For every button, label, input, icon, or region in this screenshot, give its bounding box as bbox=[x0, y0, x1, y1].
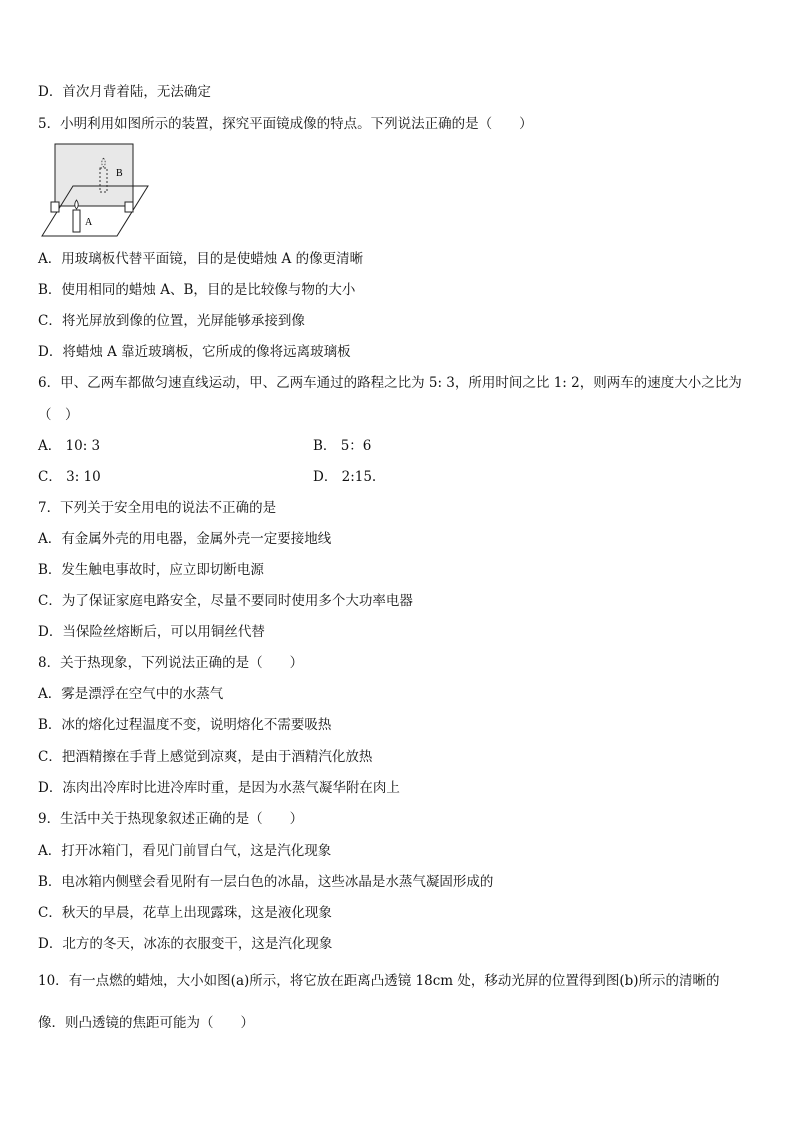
q9-option-c: C．秋天的早晨，花草上出现露珠，这是液化现象 bbox=[38, 905, 332, 921]
mirror-experiment-figure bbox=[40, 142, 150, 238]
q9-option-a: A．打开冰箱门，看见门前冒白气，这是汽化现象 bbox=[38, 843, 332, 859]
q7-option-d: D．当保险丝熔断后，可以用铜丝代替 bbox=[38, 624, 265, 640]
q5-stem: 5．小明利用如图所示的装置，探究平面镜成像的特点。下列说法正确的是（ ） bbox=[38, 116, 533, 132]
candle-a-flame bbox=[75, 200, 79, 209]
q8-option-a: A．雾是漂浮在空气中的水蒸气 bbox=[38, 686, 224, 702]
q5-option-d: D．将蜡烛 A 靠近玻璃板，它所成的像将远离玻璃板 bbox=[38, 344, 351, 360]
q6-option-b: B． 5：6 bbox=[313, 438, 372, 454]
q8-option-b: B．冰的熔化过程温度不变，说明熔化不需要吸热 bbox=[38, 717, 332, 733]
candle-a bbox=[73, 210, 80, 232]
label-a: A bbox=[85, 217, 93, 228]
support-block-left bbox=[51, 202, 59, 212]
q6-stem: 6．甲、乙两车都做匀速直线运动，甲、乙两车通过的路程之比为 5: 3，所用时间之比 1: 2，则两车的速度大小之比为 bbox=[38, 375, 742, 391]
q10-stem: 10．有一点燃的蜡烛，大小如图(a)所示，将它放在距离凸透镜 18cm 处，移动光屏的位置得到图(b)所示的清晰的 bbox=[38, 973, 720, 989]
support-block-right bbox=[125, 202, 133, 212]
q10-stem-cont: 像．则凸透镜的焦距可能为（ ） bbox=[38, 1015, 254, 1031]
q8-option-c: C．把酒精擦在手背上感觉到凉爽，是由于酒精汽化放热 bbox=[38, 749, 373, 765]
q6-option-a: A． 10: 3 bbox=[38, 438, 101, 454]
q6-option-c: C． 3: 10 bbox=[38, 469, 101, 485]
q5-option-c: C．将光屏放到像的位置，光屏能够承接到像 bbox=[38, 313, 305, 329]
q7-stem: 7．下列关于安全用电的说法不正确的是 bbox=[38, 500, 277, 516]
q4-option-d: D．首次月背着陆，无法确定 bbox=[38, 84, 211, 100]
q5-option-a: A．用玻璃板代替平面镜，目的是使蜡烛 A 的像更清晰 bbox=[38, 251, 364, 267]
q6-stem-bracket: （ ） bbox=[38, 407, 79, 423]
q7-option-c: C．为了保证家庭电路安全，尽量不要同时使用多个大功率电器 bbox=[38, 593, 413, 609]
q8-stem: 8．关于热现象，下列说法正确的是（ ） bbox=[38, 655, 304, 671]
q9-option-d: D．北方的冬天，冰冻的衣服变干，这是汽化现象 bbox=[38, 936, 333, 952]
mirror-setup-diagram bbox=[40, 142, 150, 238]
q5-option-b: B．使用相同的蜡烛 A、B，目的是比较像与物的大小 bbox=[38, 282, 356, 298]
q9-stem: 9．生活中关于热现象叙述正确的是（ ） bbox=[38, 811, 304, 827]
q9-option-b: B．电冰箱内侧壁会看见附有一层白色的冰晶，这些冰晶是水蒸气凝固形成的 bbox=[38, 874, 494, 890]
q8-option-d: D．冻肉出冷库时比进冷库时重，是因为水蒸气凝华附在肉上 bbox=[38, 780, 400, 796]
q7-option-b: B．发生触电事故时，应立即切断电源 bbox=[38, 562, 264, 578]
label-b: B bbox=[116, 168, 123, 179]
q7-option-a: A．有金属外壳的用电器，金属外壳一定要接地线 bbox=[38, 531, 332, 547]
q6-option-d: D． 2:15. bbox=[313, 469, 377, 485]
